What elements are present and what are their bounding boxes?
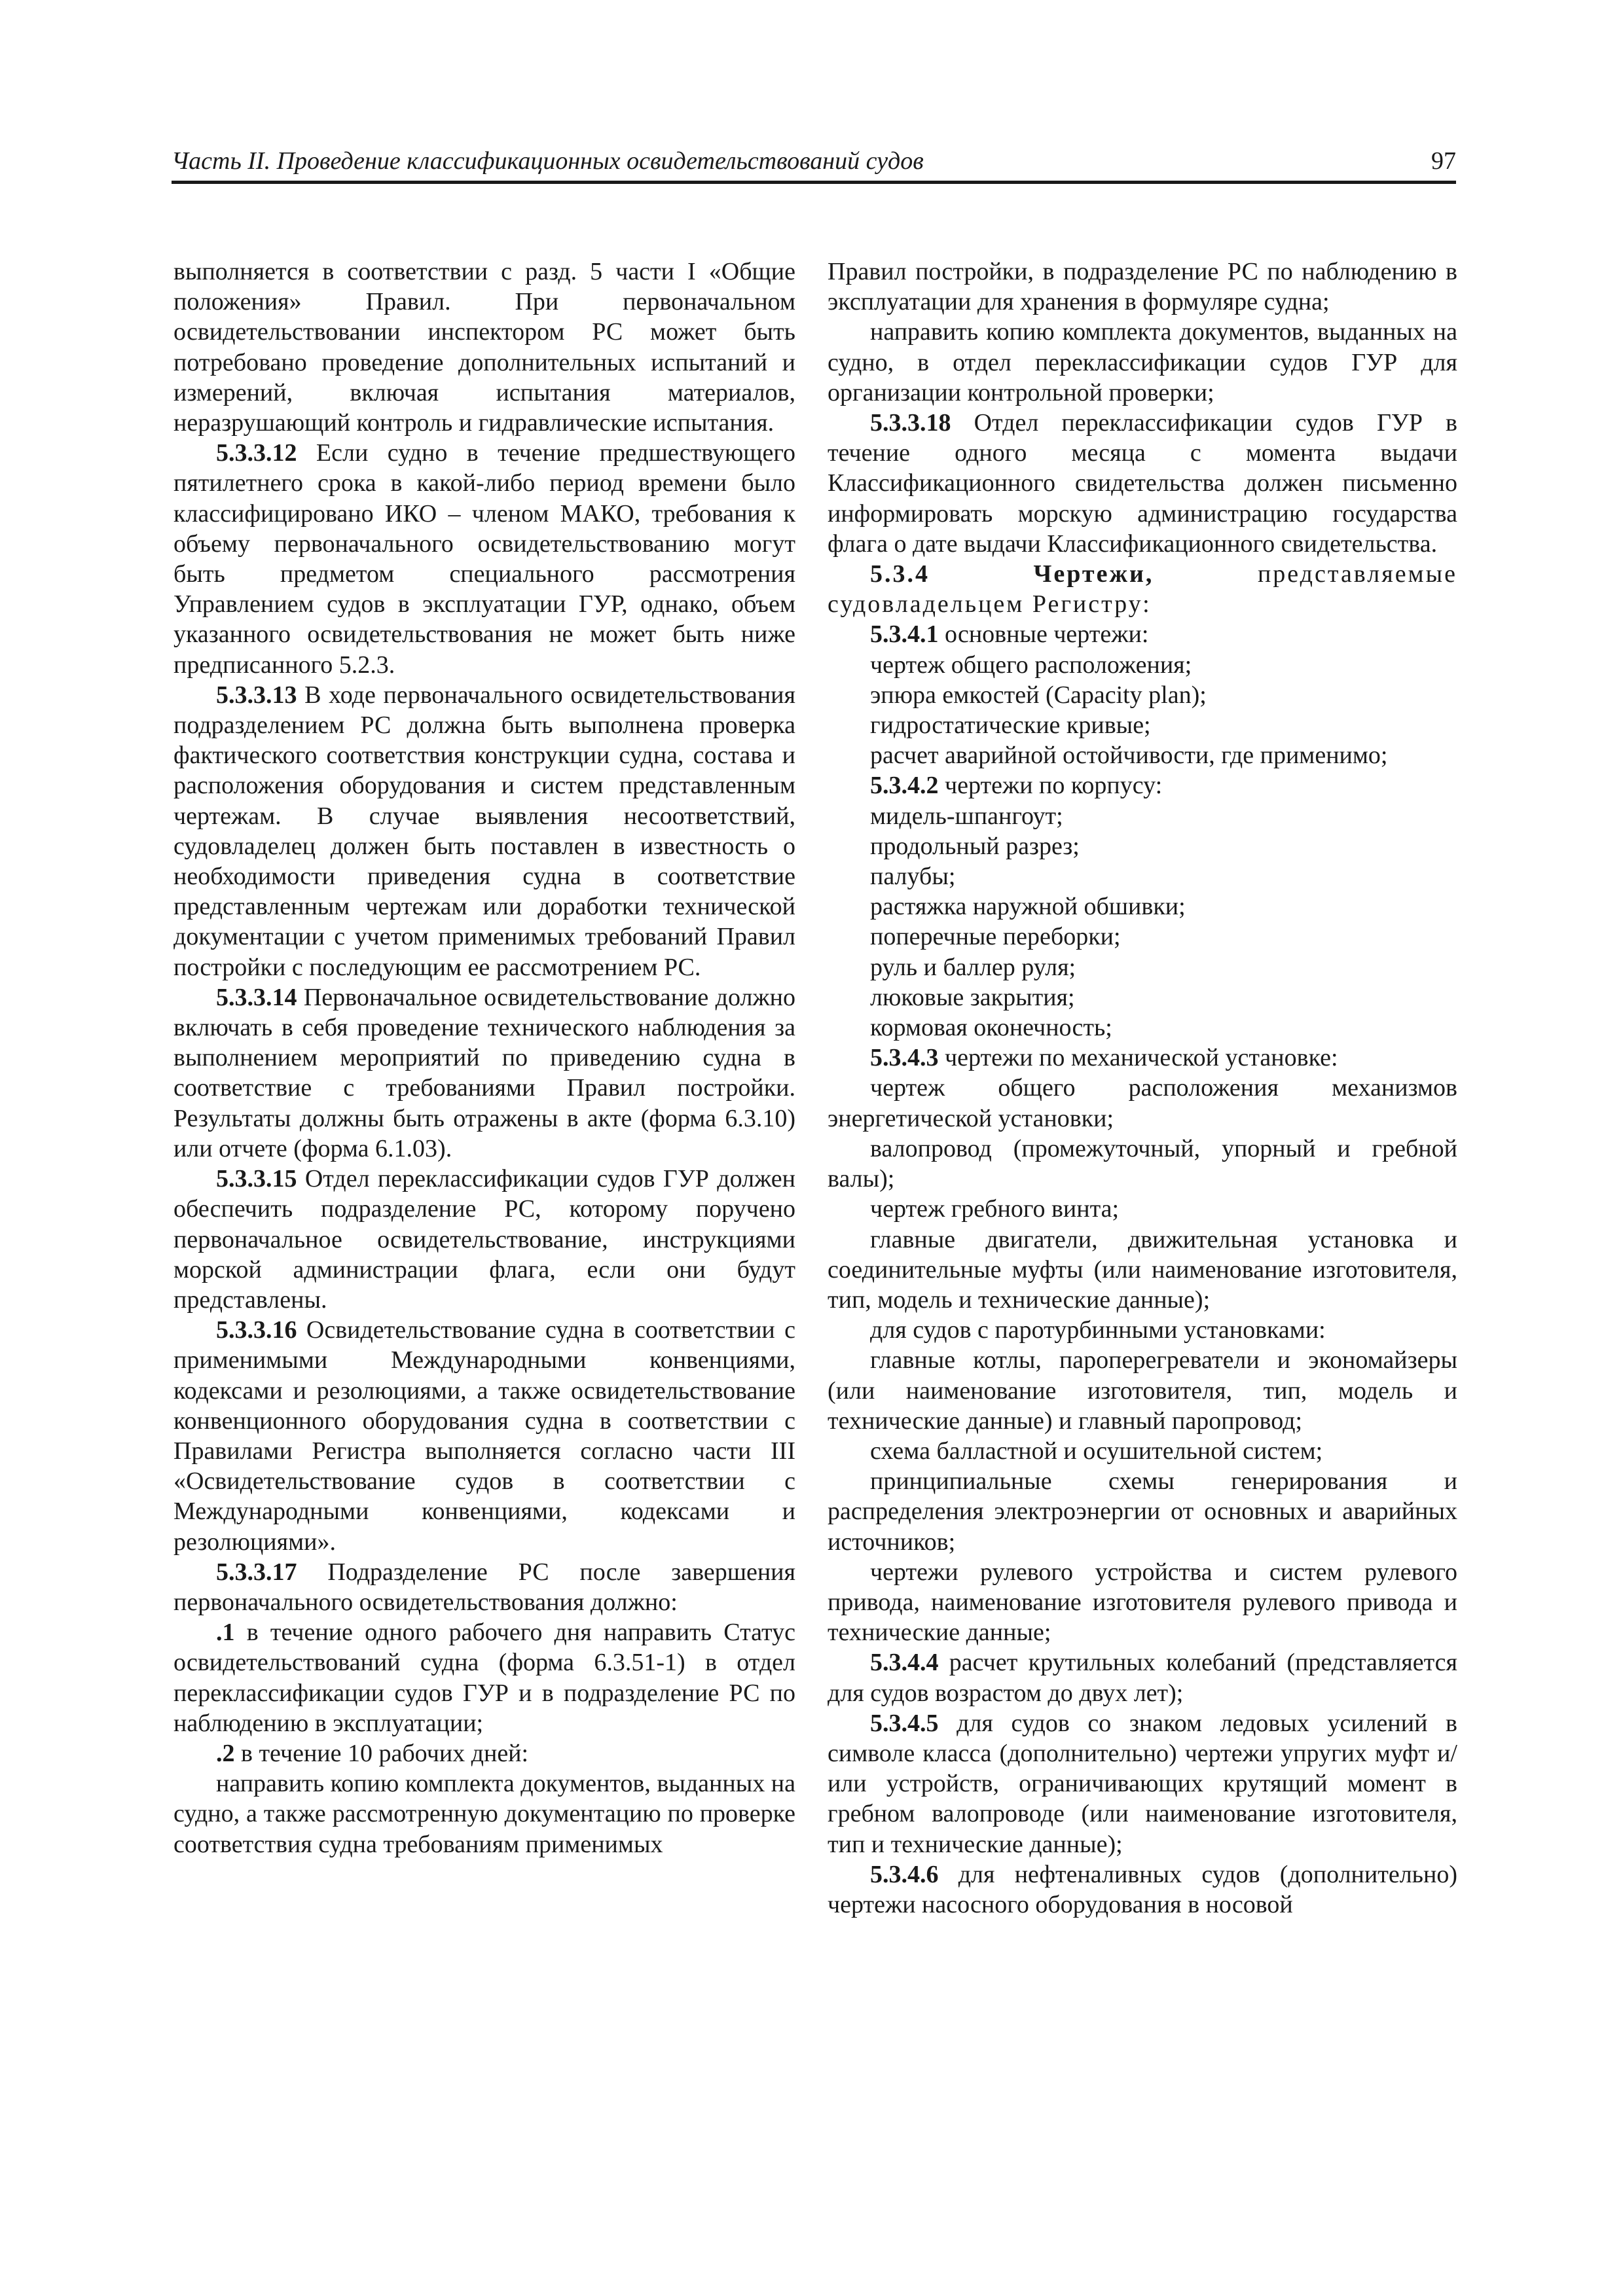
list-item: поперечные переборки; [870, 923, 1121, 951]
clause-number: 5.3.4.3 [870, 1044, 939, 1072]
clause-number: 5.3.3.14 [216, 983, 297, 1011]
clause-number: 5.3.3.13 [216, 681, 297, 709]
list-item: чертеж общего расположения механизмов энергетической установки; [828, 1074, 1457, 1132]
list-item: люковые закрытия; [870, 983, 1075, 1011]
clause-5-3-3-14: 5.3.3.14 Первоначальное освидетельствование должно включать в себя проведение технического наблюдения за выполнением мероприятий по приведению судна в соответствие с требованиями Правил постройки. Результаты должны быть отражены в акте (форма 6.3.10) или отчете (форма 6.1.03). [173, 983, 795, 1162]
list-item: чертеж общего расположения; [870, 651, 1192, 679]
subclause-2: .2 в течение 10 рабочих дней: [216, 1739, 529, 1767]
left-column [173, 257, 795, 1859]
list-item: мидель-шпангоут; [870, 802, 1063, 830]
clause-number: 5.3.3.12 [216, 439, 297, 467]
clause-number: 5.3.4.6 [870, 1860, 939, 1888]
clause-number: 5.3.4.4 [870, 1649, 939, 1677]
list-item: гидростатические кривые; [870, 711, 1151, 740]
clause-number: .2 [216, 1739, 235, 1767]
clause-number: 5.3.3.17 [216, 1558, 297, 1586]
list-item: для судов с паротурбинными установками: [870, 1316, 1326, 1344]
subclause-1: .1 в течение одного рабочего дня направить Статус освидетельствований судна (форма 6.3.51-1) в отдел переклассификации судов ГУР и в подразделение РС по наблюдению в эксплуатации; [173, 1619, 795, 1737]
list-item: чертеж гребного винта; [870, 1195, 1120, 1223]
clause-number: 5.3.3.18 [870, 409, 951, 437]
clause-5-3-3-12: 5.3.3.12 Если судно в течение предшествующего пятилетнего срока в какой-либо период времени было классифицировано ИКО – членом МАКО, требования к объему первоначального освидетельствованию могут быть предметом специального рассмотрения Управлением судов в эксплуатации ГУР, однако, объем указанного освидетельствования не может быть ниже предписанного 5.2.3. [173, 439, 795, 679]
list-item: расчет аварийной остойчивости, где применимо; [870, 742, 1388, 770]
list-item: принципиальные схемы генерирования и распределения электроэнергии от основных и аварийных источников; [828, 1467, 1457, 1556]
clause-5-3-3-16: 5.3.3.16 Освидетельствование судна в соответствии с применимыми Международными конвенциями, кодексами и резолюциями, а также освидетельствование конвенционного оборудования судна в соответствии с Правилами Регистра выполняется согласно части III «Освидетельствование судов в соответствии с Международными конвенциями, кодексами и резолюциями». [173, 1316, 795, 1556]
clause-number: 5.3.3.15 [216, 1165, 297, 1193]
list-item: главные котлы, пароперегреватели и экономайзеры (или наименование изготовителя, тип, модель и технические данные) и главный паропровод; [828, 1346, 1457, 1435]
paragraph: направить копию комплекта документов, выданных на судно, в отдел переклассификации судов ГУР для организации контрольной проверки; [828, 318, 1457, 406]
clause-5-3-4-3: 5.3.4.3 чертежи по механической установке: [870, 1044, 1338, 1072]
right-column [828, 257, 1457, 1920]
clause-5-3-3-15: 5.3.3.15 Отдел переклассификации судов ГУР должен обеспечить подразделение РС, которому поручено первоначальное освидетельствование, инструкциями морской администрации флага, если они будут представлены. [173, 1165, 795, 1314]
clause-5-3-4-5: 5.3.4.5 для судов со знаком ледовых усилений в символе класса (дополнительно) чертежи упругих муфт и/или устройств, ограничивающих крутящий момент в гребном валопроводе (или наименование изготовителя, тип и технические данные); [828, 1709, 1457, 1858]
clause-number: 5.3.3.16 [216, 1316, 297, 1344]
list-item: валопровод (промежуточный, упорный и гребной валы); [828, 1134, 1457, 1193]
clause-5-3-3-18: 5.3.3.18 Отдел переклассификации судов ГУР в течение одного месяца с момента выдачи Классификационного свидетельства должен письменно информировать морскую администрацию государства флага о дате выдачи Классификационного свидетельства. [828, 409, 1457, 558]
clause-number: 5.3.4.5 [870, 1709, 939, 1737]
clause-5-3-4-2: 5.3.4.2 чертежи по корпусу: [870, 772, 1163, 800]
clause-5-3-4-1: 5.3.4.1 основные чертежи: [870, 620, 1149, 649]
paragraph: выполняется в соответствии с разд. 5 части I «Общие положения» Правил. При первоначальном освидетельствовании инспектором РС может быть потребовано проведение дополнительных испытаний и измерений, включая испытания материалов, неразрушающий контроль и гидравлические испытания. [173, 258, 795, 437]
list-item: эпюра емкостей (Capacity plan); [870, 681, 1207, 709]
paragraph: направить копию комплекта документов, выданных на судно, а также рассмотренную документацию по проверке соответствия судна требованиям применимых [173, 1770, 795, 1858]
clause-number: 5.3.4 [870, 560, 930, 588]
clause-5-3-4-4: 5.3.4.4 расчет крутильных колебаний (представляется для судов возрастом до двух лет); [828, 1649, 1457, 1707]
section-heading: Чертежи, [930, 560, 1154, 588]
clause-5-3-4-6: 5.3.4.6 для нефтеналивных судов (дополнительно) чертежи насосного оборудования в носовой [828, 1860, 1457, 1918]
list-item: палубы; [870, 863, 956, 891]
clause-5-3-3-13: 5.3.3.13 В ходе первоначального освидетельствования подразделением РС должна быть выполнена проверка фактического соответствия конструкции судна, состава и расположения оборудования и систем представленным чертежам. В случае выявления несоответствий, судовладелец должен быть поставлен в известность о необходимости приведения судна в соответствие представленным чертежам или доработки технической документации с учетом применимых требований Правил постройки с последующим ее рассмотрением РС. [173, 681, 795, 981]
list-item: схема балластной и осушительной систем; [870, 1437, 1323, 1465]
clause-5-3-3-17: 5.3.3.17 Подразделение РС после завершения первоначального освидетельствования должно: [173, 1558, 795, 1616]
paragraph: Правил постройки, в подразделение РС по наблюдению в эксплуатации для хранения в формуляре судна; [828, 258, 1457, 316]
running-header [172, 140, 1456, 184]
clause-number: .1 [216, 1619, 235, 1647]
list-item: чертежи рулевого устройства и систем рулевого привода, наименование изготовителя рулевого привода и технические данные; [828, 1558, 1457, 1647]
list-item: продольный разрез; [870, 832, 1080, 860]
clause-number: 5.3.4.1 [870, 620, 939, 649]
list-item: растяжка наружной обшивки; [870, 893, 1186, 921]
section-5-3-4: 5.3.4 Чертежи, представляемые судовладельцем Регистру: [828, 560, 1457, 619]
list-item: главные двигатели, движительная установка и соединительные муфты (или наименование изготовителя, тип, модель и технические данные); [828, 1225, 1457, 1314]
list-item: кормовая оконечность; [870, 1014, 1112, 1042]
list-item: руль и баллер руля; [870, 953, 1076, 981]
page-number: 97 [1431, 147, 1456, 175]
clause-number: 5.3.4.2 [870, 772, 939, 800]
header-title: Часть II. Проведение классификационных освидетельствований судов [172, 147, 924, 175]
